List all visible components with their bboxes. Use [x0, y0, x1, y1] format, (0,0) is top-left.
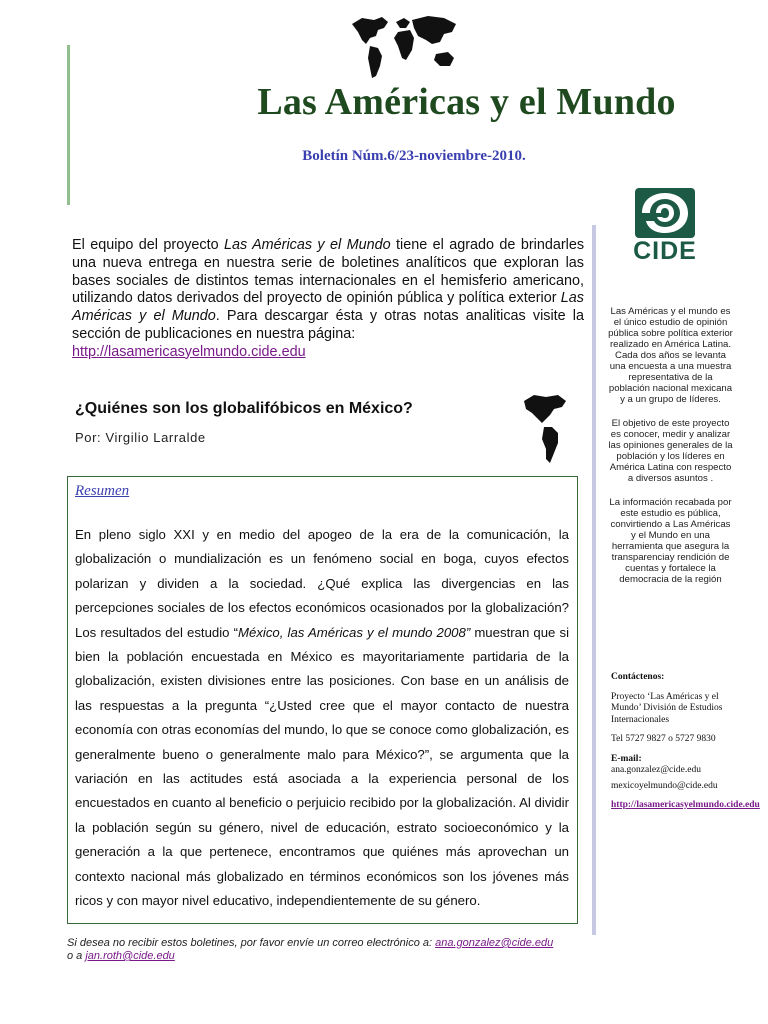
americas-map-icon: [520, 393, 570, 465]
contact-email-1: ana.gonzalez@cide.edu: [611, 765, 701, 775]
summary-box: [67, 476, 578, 924]
summary-heading: Resumen: [75, 483, 130, 499]
unsubscribe-note: [67, 937, 587, 963]
intro-project-name: Las Américas y el Mundo: [224, 237, 391, 253]
sidebar-para-2: El objetivo de este proyecto es conocer, medir y analizar las opiniones generales de la población y los líderes en América Latina con respecto a diversos asuntos .: [608, 418, 733, 484]
sidebar-website-link[interactable]: http://lasamericasyelmundo.cide.edu: [611, 800, 760, 810]
contact-section: [611, 672, 760, 812]
header-vertical-rule: [67, 45, 70, 205]
unsubscribe-email-1[interactable]: ana.gonzalez@cide.edu: [435, 937, 554, 949]
intro-paragraph: [72, 237, 584, 362]
article-author: Por: Virgilio Larralde: [75, 430, 206, 445]
unsubscribe-email-2[interactable]: jan.roth@cide.edu: [85, 950, 175, 962]
unsubscribe-text-1: Si desea no recibir estos boletines, por favor envíe un correo electrónico a:: [67, 937, 436, 949]
sidebar-divider: [592, 225, 596, 935]
cide-logo-text: CIDE: [633, 237, 697, 265]
bulletin-number: Boletín Núm.6/23-noviembre-2010.: [302, 148, 526, 164]
contact-email-2: mexicoyelmundo@cide.edu: [611, 780, 718, 791]
contact-label: Contáctenos:: [611, 672, 665, 682]
intro-project-name-2: Las Américas y el Mundo: [72, 290, 584, 325]
sidebar-para-3: La información recabada por este estudio es pública, convirtiendo a Las Américas y el Mundo en una herramienta que asegura la transparenciay rendición de cuentas y fortalece la democracia de la región: [609, 497, 732, 585]
summary-part-1: En pleno siglo XXI y en medio del apogeo de la era de la comunicación, la globalización o mundialización es un fenómeno social en boga, cuyos efectos polarizan y dividen a la sociedad. ¿Qué explica las divergencias en las percepciones sociales de los efectos económicos ocasionados por la globalización? Los resultados del estudio “: [75, 527, 569, 640]
cide-emblem-icon: [634, 187, 696, 239]
intro-text-3: . Para descargar ésta y otras notas analiticas visite la sección de publicaciones en nuestra página:: [72, 308, 584, 342]
sidebar-para-1: Las Américas y el mundo es el único estudio de opinión pública sobre política exterior realizado en América Latina. Cada dos años se levanta una encuesta a una muestra representativa de la población nacional mexicana y a un grupo de líderes.: [608, 306, 733, 405]
page-title: Las Américas y el Mundo: [257, 81, 676, 123]
intro-text-1: El equipo del proyecto: [72, 237, 224, 253]
world-map-icon: [348, 14, 460, 82]
intro-text-2: tiene el agrado de brindarles una nueva entrega en nuestra serie de boletines analíticos que exploran las bases sociales de distintos temas internacionales en el hemisferio americano, utilizando datos derivados del proyecto de opinión pública y política exterior: [72, 237, 585, 307]
unsubscribe-text-2: o a: [67, 950, 86, 962]
contact-project: Proyecto ‘Las Américas y el Mundo’ División de Estudios Internacionales: [611, 691, 723, 725]
summary-text: [75, 523, 569, 914]
contact-phone: Tel 5727 9827 o 5727 9830: [611, 734, 716, 744]
summary-study-name: México, las Américas y el mundo 2008”: [238, 624, 471, 640]
article-title: ¿Quiénes son los globalifóbicos en México?: [75, 400, 413, 417]
summary-part-2: muestran que si bien la población encuestada en México es mayoritariamente partidaria de la globalización, existen divisiones entre las posiciones. Con base en un análisis de las respuestas a la pregunta “¿Usted cree que el mayor contacto de nuestra economía con otras economías del mundo, lo que se conoce como globalización, es generalmente bueno o generalmente malo para México?”, se argumenta que la variación en las actitudes está asociada a la experiencia personal de los encuestados en cuanto al beneficio o perjuicio recibido por la globalización. Al dividir la población según su género, nivel de educación, estrato socioeconómico y la generación a la que pertenece, encontramos que quiénes más aprovechan un contexto nacional más globalizado en términos económicos son los jóvenes más ricos y con mayor nivel educativo, independientemente de su género.: [75, 624, 570, 909]
email-label: E-mail:: [611, 753, 642, 764]
sidebar-description: [608, 306, 733, 598]
cide-logo: [630, 187, 700, 267]
website-link[interactable]: http://lasamericasyelmundo.cide.edu: [72, 343, 306, 360]
